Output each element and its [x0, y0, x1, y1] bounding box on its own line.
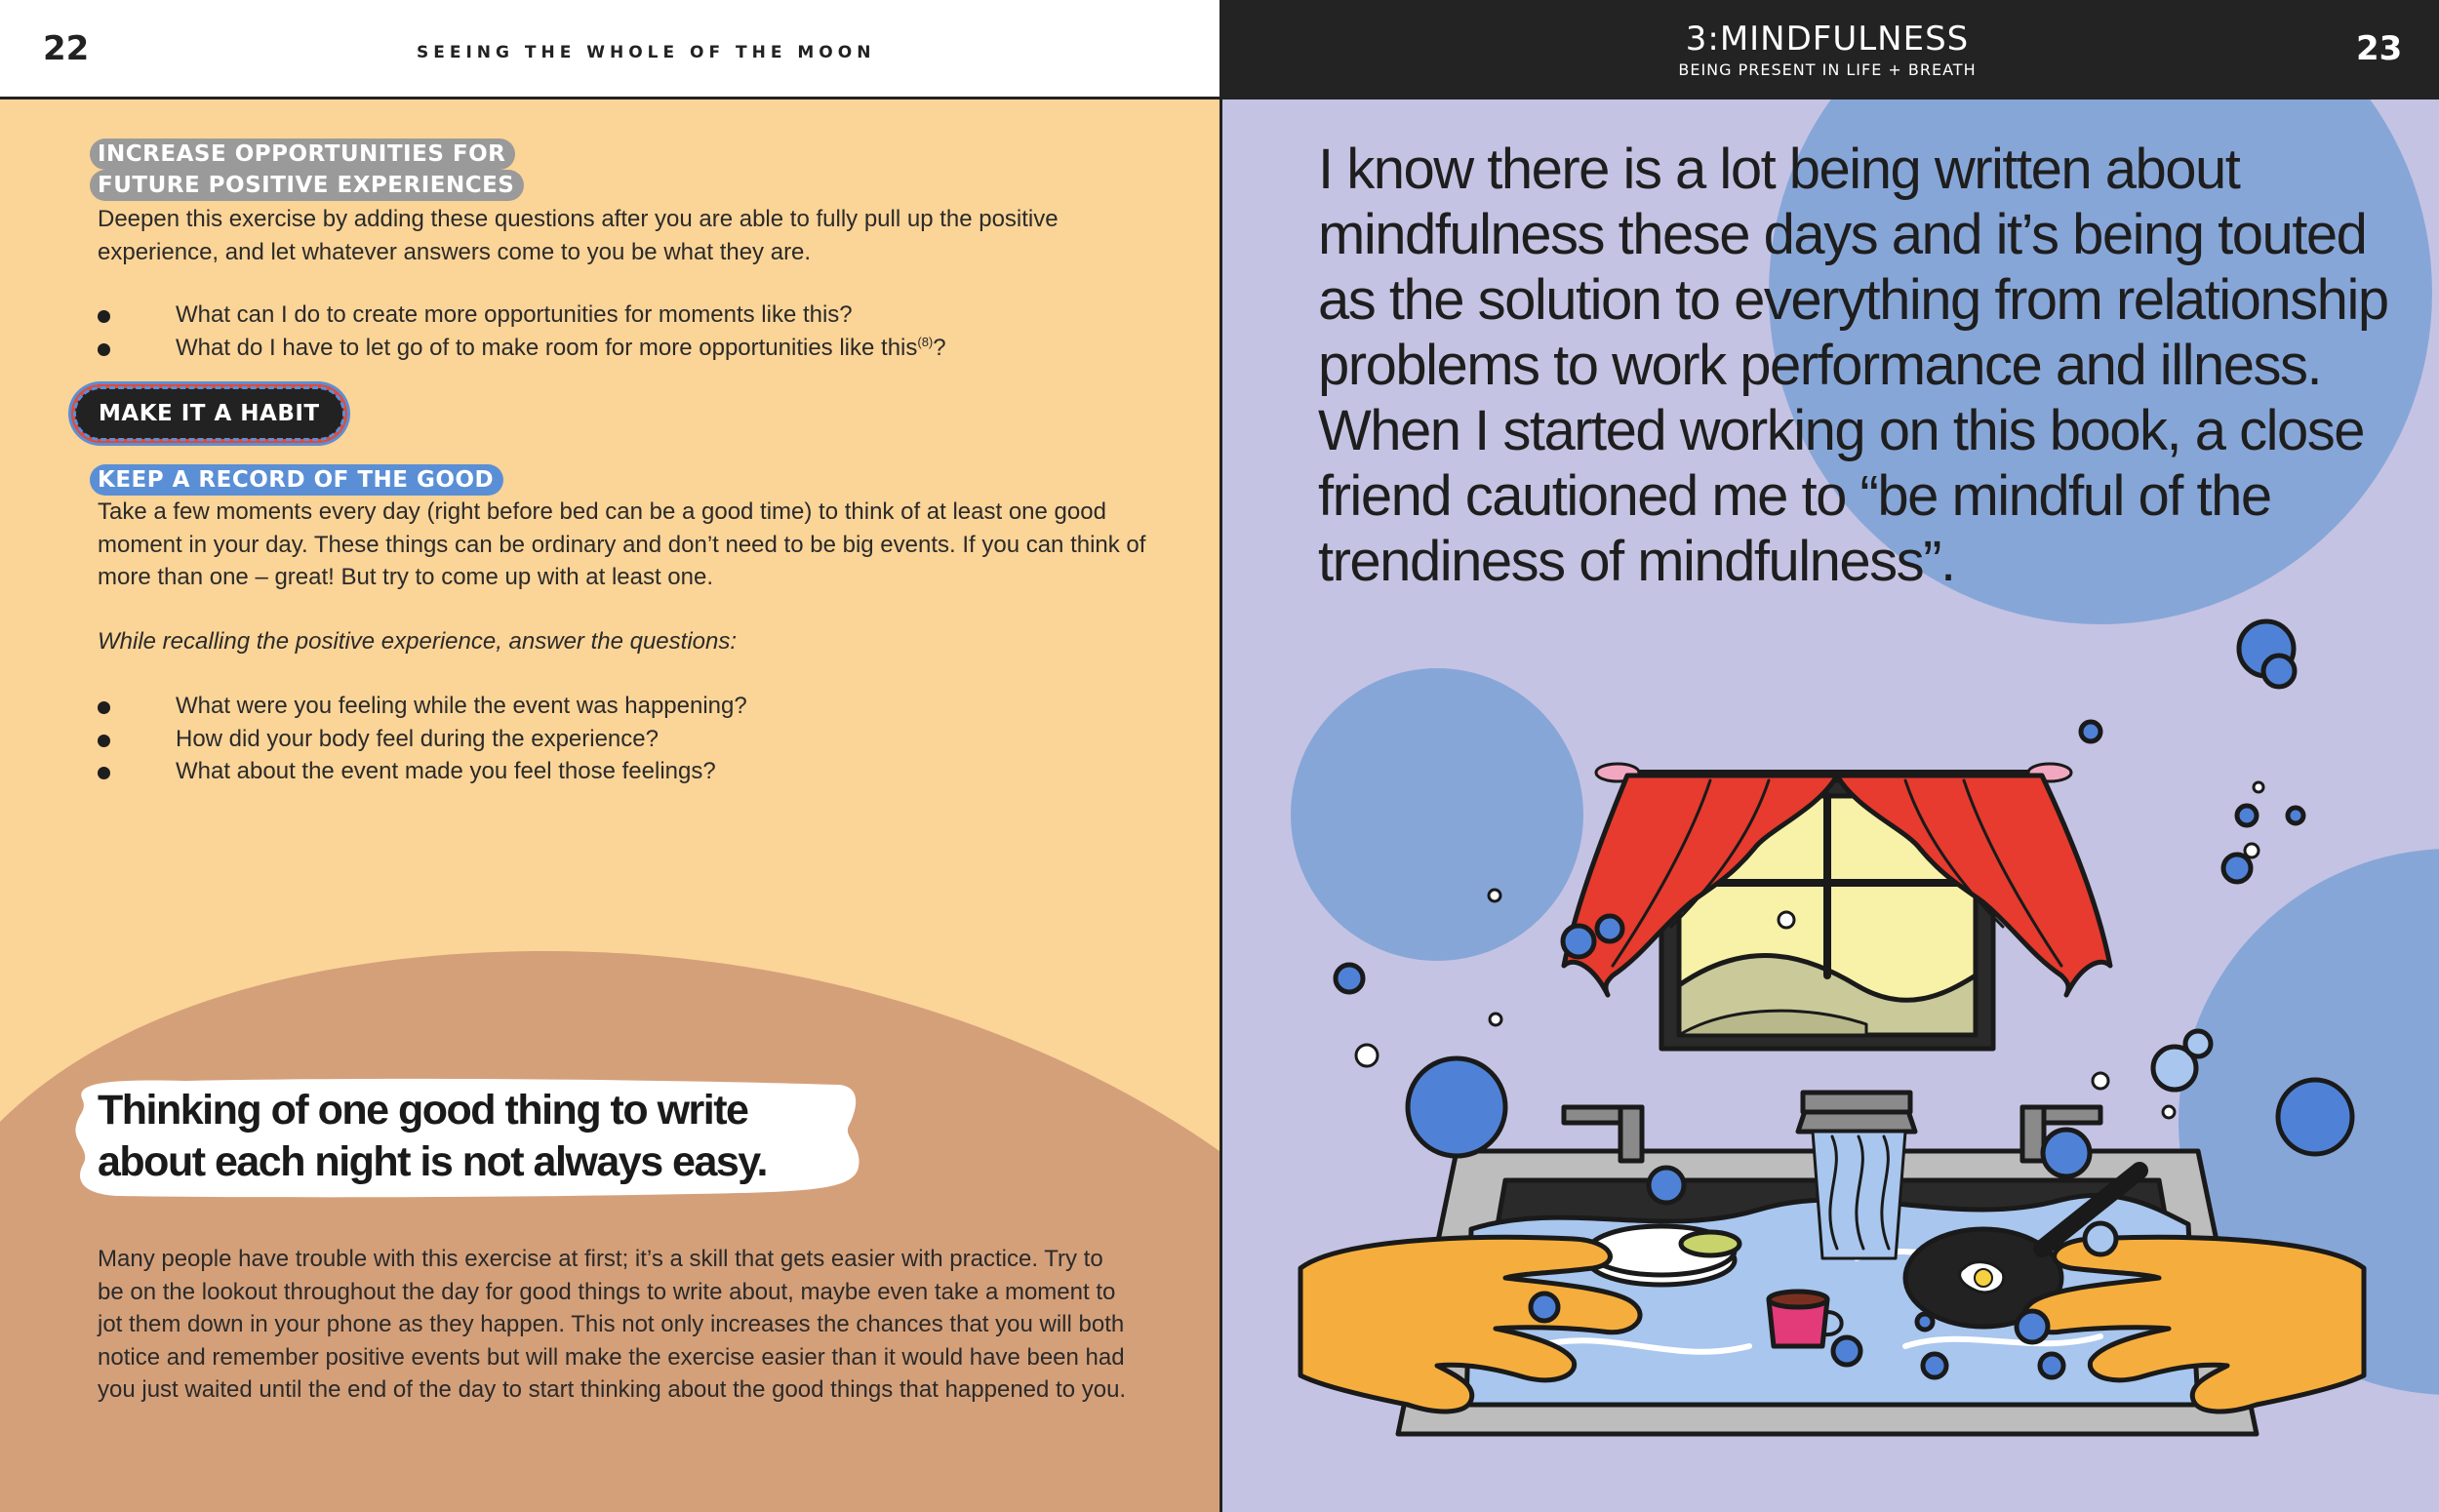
bullet-icon [98, 735, 110, 747]
make-it-a-habit-badge: MAKE IT A HABIT [75, 388, 343, 439]
list-item: What were you feeling while the event was happening? [98, 690, 1132, 723]
pull-quote: I know there is a lot being written about mindfulness these days and it’s being touted as the solution to everything from relationship problems to work performance and illness. When I started working on this book, a close friend cautioned me to “be mindful of the trendiness of mindfulness”. [1318, 138, 2388, 593]
section-heading-opportunities [90, 139, 524, 201]
bullet-icon [98, 343, 110, 356]
instruction-text: While recalling the positive experience, answer the questions: [98, 628, 738, 655]
bullet-list-questions [98, 690, 1132, 788]
bullet-icon [98, 701, 110, 714]
running-head: SEEING THE WHOLE OF THE MOON [417, 43, 876, 62]
right-page [1220, 0, 2439, 1512]
paragraph-closing: Many people have trouble with this exercise at first; it’s a skill that gets easier with practice. Try to be on the lookout throughout the day for good things to write about, maybe even take a moment to jot them down in your phone as they happen. This not only increases the chances that you will both notice and remember positive events but will make the exercise easier than it would have been had you just waited until the end of the day to start thinking about the good things that happened to you. [98, 1246, 1127, 1403]
callout-box [68, 1077, 868, 1200]
section-heading-record: KEEP A RECORD OF THE GOOD [90, 464, 503, 496]
heading-line-1: INCREASE OPPORTUNITIES FOR [90, 139, 515, 170]
sink-illustration [1222, 0, 2439, 1512]
page-number: 22 [43, 29, 90, 68]
list-item: What can I do to create more opportunities for moments like this? [98, 298, 1132, 332]
chapter-title: 3:MINDFULNESS [1685, 20, 1970, 59]
list-item: How did your body feel during the experience? [98, 723, 1132, 756]
bullet-list-opportunities [98, 298, 1132, 364]
heading-line-2: FUTURE POSITIVE EXPERIENCES [90, 170, 524, 201]
paragraph-deepen: Deepen this exercise by adding these questions after you are able to fully pull up the positive experience, and let whatever answers come to you be what they are. [98, 206, 1059, 265]
bullet-icon [98, 767, 110, 779]
callout-line-2: about each night is not always easy. [98, 1138, 767, 1185]
list-item: What do I have to let go of to make room for more opportunities like this$^{(8)}$? [98, 332, 1132, 365]
callout-line-1: Thinking of one good thing to write [98, 1087, 748, 1134]
callout-text [98, 1085, 878, 1188]
list-item: What about the event made you feel those feelings? [98, 755, 1132, 788]
page-header-left [0, 0, 1220, 99]
chapter-subtitle: BEING PRESENT IN LIFE + BREATH [1678, 60, 1977, 79]
footnote-ref: (8) [917, 334, 934, 349]
bullet-icon [98, 310, 110, 323]
paragraph-record: Take a few moments every day (right before bed can be a good time) to think of at least one good moment in your day. These things can be ordinary and don’t need to be big events. If you can think of more than one – great! But try to come up with at least one. [98, 498, 1146, 590]
page-number: 23 [2356, 29, 2403, 68]
